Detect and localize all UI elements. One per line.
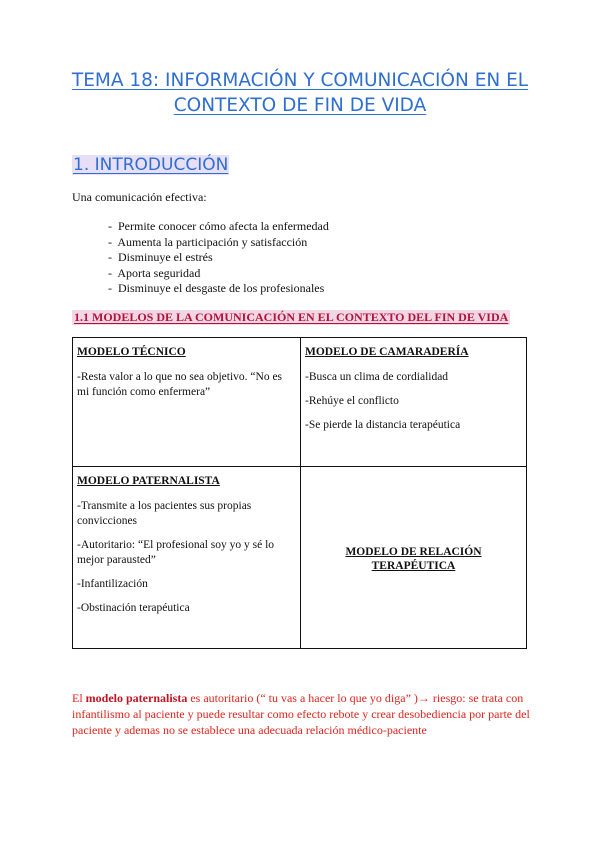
benefits-list [108, 219, 329, 297]
document-title: TEMA 18: INFORMACIÓN Y COMUNICACIÓN EN EL CONTEXTO DE FIN DE VIDA [71, 70, 529, 116]
cell-modelo-camaraderia [301, 338, 527, 467]
section-heading-introduccion: 1. INTRODUCCIÓN [73, 155, 229, 175]
cell-text: -Se pierde la distancia terapéutica [305, 419, 461, 431]
cell-text: -Infantilización [77, 578, 148, 590]
cell-text: -Autoritario: “El profesional soy yo y sé lo mejor parausted” [77, 539, 275, 566]
cell-title: MODELO TÉCNICO [77, 346, 186, 358]
list-item: - Permite conocer cómo afecta la enfermedad [108, 219, 329, 233]
list-item: - Aumenta la participación y satisfacción [108, 234, 308, 249]
cell-title: MODELO PATERNALISTA [77, 475, 220, 487]
models-table [72, 337, 527, 649]
cell-title: MODELO DE RELACIÓN TERAPÉUTICA [345, 546, 482, 572]
intro-text: Una comunicación efectiva: [72, 190, 207, 204]
note-highlight: modelo paternalista [85, 691, 188, 705]
cell-text: -Resta valor a lo que no sea objetivo. “No es mi función como enfermera” [77, 371, 283, 398]
list-item: - Disminuye el desgaste de los profesionales [108, 281, 325, 295]
cell-text: -Transmite a los pacientes sus propias convicciones [77, 500, 252, 527]
cell-modelo-tecnico [73, 338, 301, 467]
cell-text: -Obstinación terapéutica [77, 602, 190, 614]
cell-text: -Rehúye el conflicto [305, 395, 399, 407]
section-heading-modelos: 1.1 MODELOS DE LA COMUNICACIÓN EN EL CONTEXTO DEL FIN DE VIDA [74, 310, 509, 324]
cell-modelo-paternalista [73, 467, 301, 649]
cell-title: MODELO DE CAMARADERÍA [305, 346, 469, 358]
paternalist-note: El modelo paternalista es autoritario (“ tu vas a hacer lo que yo diga” )→ riesgo: se trata con infantilismo al paciente y puede resultar como efecto rebote y crear desobediencia por parte del paciente y ademas no se establece una adecuada relación médico-paciente [72, 691, 530, 737]
list-item: - Disminuye el estrés [108, 250, 213, 264]
cell-modelo-relacion [301, 467, 527, 649]
list-item: - Aporta seguridad [108, 265, 201, 280]
cell-text: -Busca un clima de cordialidad [305, 371, 449, 383]
